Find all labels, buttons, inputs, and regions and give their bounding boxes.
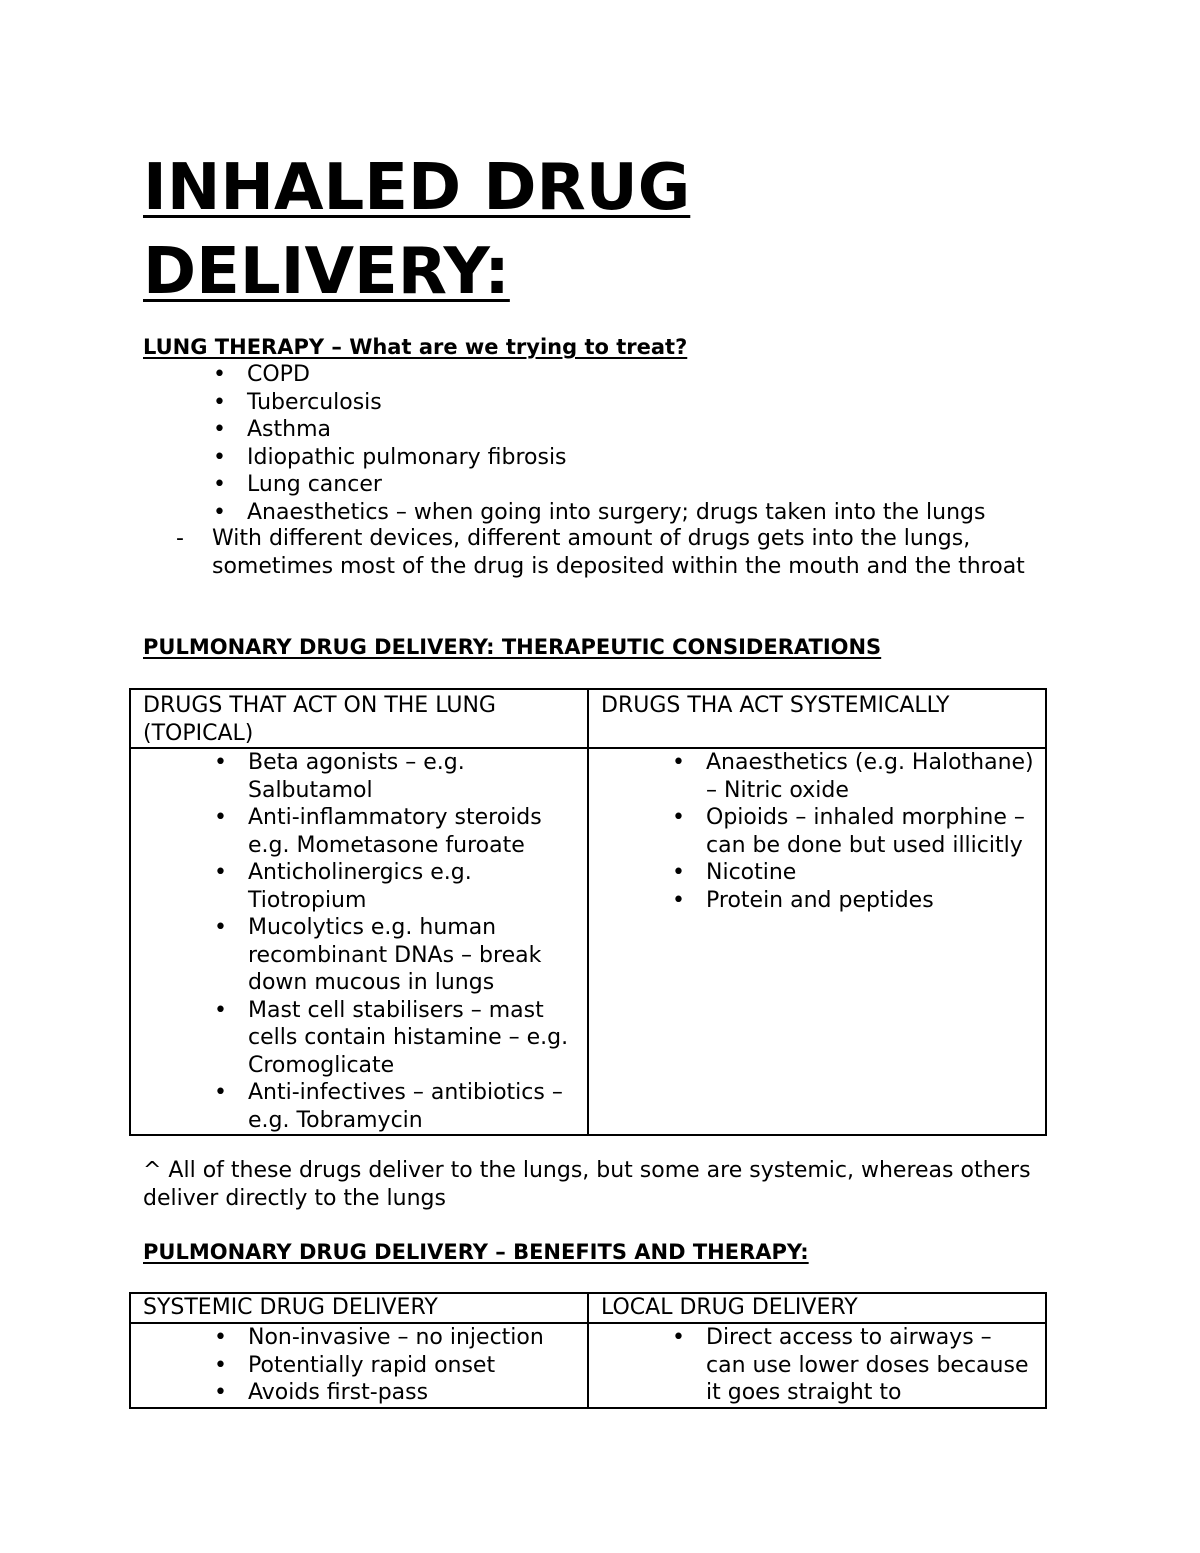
bullet-icon: •	[213, 362, 226, 387]
table-cell-local-delivery	[588, 1323, 1046, 1408]
page-title	[143, 146, 1043, 314]
bullet-icon: •	[672, 860, 685, 885]
list-item: • Mucolytics e.g. human recombinant DNAs – break down mucous in lungs	[214, 915, 542, 995]
table-cell-systemic-delivery	[130, 1323, 588, 1408]
table-header-systemic: DRUGS THA ACT SYSTEMICALLY	[588, 689, 1046, 748]
list-item: • Direct access to airways – can use lower doses because it goes straight to	[672, 1325, 1029, 1405]
systemic-benefits-list	[214, 1324, 578, 1407]
title-line-1: INHALED DRUG	[143, 151, 691, 225]
bullet-icon: •	[672, 1325, 685, 1350]
list-item: • Non-invasive – no injection	[214, 1325, 544, 1350]
local-benefits-list	[672, 1324, 1036, 1406]
considerations-table	[129, 688, 1047, 1136]
list-item: • Anaesthetics (e.g. Halothane) – Nitric oxide	[672, 750, 1034, 803]
benefits-heading: PULMONARY DRUG DELIVERY – BENEFITS AND THERAPY:	[143, 1240, 809, 1264]
list-item: • Idiopathic pulmonary fibrosis	[213, 444, 567, 470]
list-item: • Lung cancer	[213, 472, 382, 497]
bullet-icon: •	[214, 805, 227, 830]
bullet-icon: •	[672, 805, 685, 830]
benefits-table	[129, 1292, 1047, 1409]
list-item: • Beta agonists – e.g. Salbutamol	[214, 750, 465, 803]
title-line-2: DELIVERY:	[143, 235, 510, 309]
list-item: • Anti-inflammatory steroids e.g. Mometasone furoate	[214, 805, 542, 858]
bullet-icon: •	[214, 997, 227, 1023]
local-benefits-clip	[601, 1324, 1045, 1406]
list-item: • Asthma	[213, 417, 331, 442]
table-cell-topical	[130, 748, 588, 1135]
list-item: • Anticholinergics e.g. Tiotropium	[214, 860, 472, 913]
dash-icon: -	[176, 526, 184, 551]
bullet-icon: •	[214, 750, 227, 775]
list-item: • Anaesthetics – when going into surgery; drugs taken into the lungs	[213, 499, 986, 525]
bullet-icon: •	[672, 887, 685, 913]
bullet-icon: •	[213, 499, 226, 525]
bullet-icon: •	[213, 389, 226, 415]
lung-therapy-list	[213, 361, 1067, 526]
bullet-icon: •	[213, 444, 226, 470]
table-row	[130, 1323, 1046, 1408]
systemic-drug-list	[672, 749, 1036, 914]
bullet-icon: •	[213, 472, 226, 497]
list-item: • Mast cell stabilisers – mast cells contain histamine – e.g. Cromoglicate	[214, 997, 569, 1078]
list-item: • Potentially rapid onset	[214, 1352, 496, 1378]
list-item: • Avoids first-pass	[214, 1380, 429, 1405]
list-item: • Opioids – inhaled morphine – can be done but used illicitly	[672, 805, 1025, 858]
list-item: • Protein and peptides	[672, 887, 934, 913]
list-item: • Anti-infectives – antibiotics – e.g. Tobramycin	[214, 1080, 563, 1133]
bullet-icon: •	[672, 750, 685, 775]
dash-note	[176, 525, 1042, 580]
bullet-icon: •	[214, 1380, 227, 1405]
bullet-icon: •	[214, 860, 227, 885]
lung-therapy-heading: LUNG THERAPY – What are we trying to treat?	[143, 335, 688, 359]
table-header-systemic-delivery: SYSTEMIC DRUG DELIVERY	[130, 1293, 588, 1323]
dash-note-text: With different devices, different amount of drugs gets into the lungs, sometimes most of the drug is deposited within the mouth and the throat	[212, 526, 1025, 579]
bullet-icon: •	[213, 417, 226, 442]
bullet-icon: •	[214, 1352, 227, 1378]
table-row	[130, 748, 1046, 1135]
bullet-icon: •	[214, 1080, 227, 1105]
considerations-heading: PULMONARY DRUG DELIVERY: THERAPEUTIC CONSIDERATIONS	[143, 635, 882, 659]
table-row	[130, 689, 1046, 748]
table-cell-systemic	[588, 748, 1046, 1135]
list-item: • Nicotine	[672, 860, 797, 885]
table-header-local-delivery: LOCAL DRUG DELIVERY	[588, 1293, 1046, 1323]
topical-drug-list	[214, 749, 578, 1134]
list-item: • COPD	[213, 362, 310, 387]
bullet-icon: •	[214, 915, 227, 940]
list-item: • Tuberculosis	[213, 389, 382, 415]
bullet-icon: •	[214, 1325, 227, 1350]
table-row	[130, 1293, 1046, 1323]
considerations-note: ^ All of these drugs deliver to the lungs, but some are systemic, whereas others deliver directly to the lungs	[143, 1158, 1031, 1211]
table-header-topical: DRUGS THAT ACT ON THE LUNG (TOPICAL)	[130, 689, 588, 748]
